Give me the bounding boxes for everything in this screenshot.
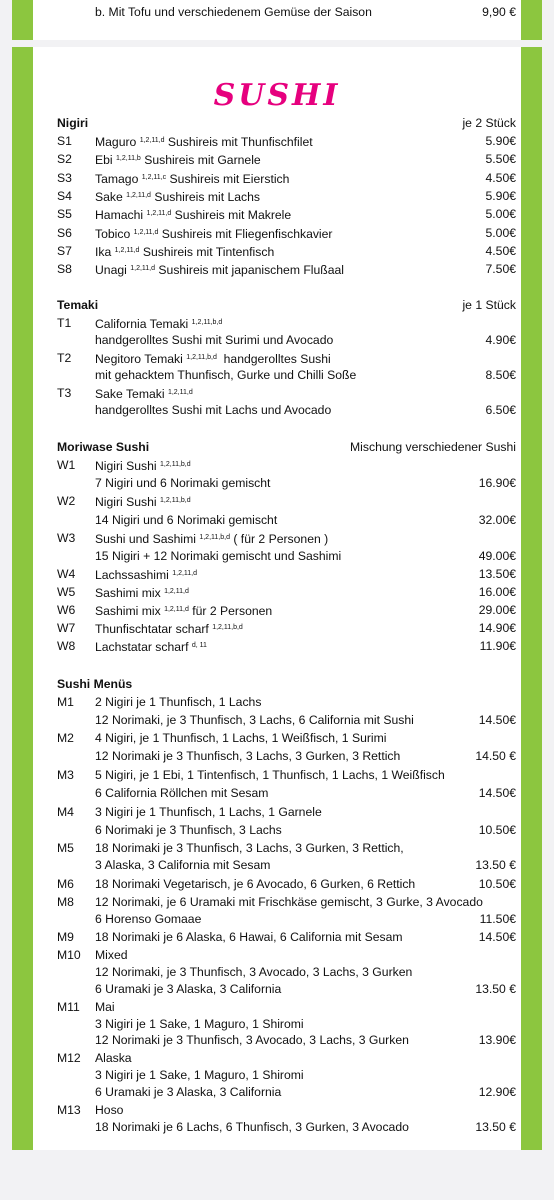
item-line: 2 Nigiri je 1 Thunfisch, 1 Lachs [95,695,262,709]
item-code: S5 [57,207,72,221]
item-price: 6.50€ [485,403,516,417]
item-price: 5.90€ [485,189,516,203]
item-price: 7.50€ [485,262,516,276]
item-name: California Temaki $^{1,2,11,b,d}$ [95,317,223,331]
item-line: 18 Norimaki je 6 Lachs, 6 Thunfisch, 3 Gurken, 3 Avocado [95,1120,409,1134]
item-line: 6 Uramaki je 3 Alaska, 3 California [95,982,282,996]
item-code: W3 [57,531,76,545]
item-description: 7 Nigiri und 6 Norimaki gemischt [95,476,271,490]
item-name: Unagi $^{1,2,11,d}$ Sushireis mit japanischem Flußaal [95,263,344,277]
item-price: 10.50€ [478,877,516,891]
item-name: Tamago $^{1,2,11,c}$ Sushireis mit Eierstich [95,172,290,186]
item-price: 12.90€ [478,1085,516,1099]
item-price: 16.00€ [478,585,516,599]
item-line: Mixed [95,948,128,962]
item-price: 13.50 € [475,858,516,872]
item-code: T2 [57,351,72,365]
item-code: M5 [57,841,74,855]
nigiri-header: Nigiri [57,116,89,130]
bottom-background [0,1150,554,1200]
item-name: Sashimi mix $^{1,2,11,d}$ für 2 Personen [95,604,273,618]
item-line: 6 California Röllchen mit Sesam [95,786,269,800]
item-line: 18 Norimaki je 6 Alaska, 6 Hawai, 6 California mit Sesam [95,930,403,944]
item-name: Nigiri Sushi $^{1,2,11,b,d}$ [95,495,191,509]
item-line: Mai [95,1000,115,1014]
temaki-note: je 1 Stück [462,298,516,312]
item-line: 3 Nigiri je 1 Thunfisch, 1 Lachs, 1 Garnele [95,805,322,819]
item-line: 12 Norimaki, je 3 Thunfisch, 3 Lachs, 6 California mit Sushi [95,713,414,727]
item-line: 18 Norimaki Vegetarisch, je 6 Avocado, 6 Gurken, 6 Rettich [95,877,416,891]
item-code: W8 [57,639,76,653]
item-price: 4.50€ [485,171,516,185]
item-line: 6 Horenso Gomaae [95,912,202,926]
item-line: 18 Norimaki je 3 Thunfisch, 3 Lachs, 3 Gurken, 3 Rettich, [95,841,404,855]
item-code: W4 [57,567,76,581]
item-description: 14 Nigiri und 6 Norimaki gemischt [95,513,278,527]
item-price: 13.90€ [478,1033,516,1047]
item-code: S1 [57,134,72,148]
menus-header: Sushi Menüs [57,677,133,691]
item-price: 14.50€ [478,786,516,800]
item-price: 11.50€ [479,912,516,926]
item-code: T1 [57,316,72,330]
item-name: Ika $^{1,2,11,d}$ Sushireis mit Tintenfisch [95,245,275,259]
item-name: Sashimi mix $^{1,2,11,d}$ [95,586,189,600]
item-code: W1 [57,458,76,472]
item-price: 14.50€ [478,713,516,727]
item-line: 3 Nigiri je 1 Sake, 1 Maguro, 1 Shiromi [95,1017,304,1031]
item-description: handgerolltes Sushi mit Lachs und Avocado [95,403,332,417]
item-price: 32.00€ [478,513,516,527]
item-code: M6 [57,877,74,891]
moriwase-note: Mischung verschiedener Sushi [350,440,516,454]
item-price: 14.90€ [478,621,516,635]
item-price: 5.90€ [485,134,516,148]
section-title: SUSHI [213,78,341,113]
item-name: Negitoro Temaki $^{1,2,11,b,d}$ handgerolltes Sushi [95,352,331,366]
item-code: S4 [57,189,72,203]
item-line: 4 Nigiri, je 1 Thunfisch, 1 Lachs, 1 Weißfisch, 1 Surimi [95,731,387,745]
item-line: 12 Norimaki, je 3 Thunfisch, 3 Avocado, 3 Lachs, 3 Gurken [95,965,413,979]
item-code: S6 [57,226,72,240]
item-price: 16.90€ [478,476,516,490]
item-price: 5.00€ [485,226,516,240]
item-line: 6 Norimaki je 3 Thunfisch, 3 Lachs [95,823,282,837]
item-name: Lachssashimi $^{1,2,11,d}$ [95,568,198,582]
item-code: W6 [57,603,76,617]
item-price: 13.50 € [475,982,516,996]
item-code: S3 [57,171,72,185]
item-name: Sake $^{1,2,11,d}$ Sushireis mit Lachs [95,190,261,204]
item-name: Ebi $^{1,2,11,b}$ Sushireis mit Garnele [95,153,261,167]
item-line: 12 Norimaki, je 6 Uramaki mit Frischkäse gemischt, 3 Gurke, 3 Avocado [95,895,483,909]
item-price: 5.50€ [485,152,516,166]
item-code: M2 [57,731,74,745]
item-price: 49.00€ [478,549,516,563]
item-code: W2 [57,494,76,508]
item-code: M3 [57,768,74,782]
item-code: S8 [57,262,72,276]
item-price: 13.50 € [475,1120,516,1134]
item-name: Tobico $^{1,2,11,d}$ Sushireis mit Fliegenfischkavier [95,227,333,241]
item-line: 5 Nigiri, je 1 Ebi, 1 Tintenfisch, 1 Thunfisch, 1 Lachs, 1 Weißfisch [95,768,445,782]
item-price: 4.50€ [485,244,516,258]
item-description: 15 Nigiri + 12 Norimaki gemischt und Sashimi [95,549,342,563]
item-name: Sake Temaki $^{1,2,11,d}$ [95,387,193,401]
item-description: mit gehacktem Thunfisch, Gurke und Chilli Soße [95,368,357,382]
item-code: S2 [57,152,72,166]
item-price: 5.00€ [485,207,516,221]
item-price: 4.90€ [485,333,516,347]
item-description: handgerolltes Sushi mit Surimi und Avocado [95,333,334,347]
item-code: M12 [57,1051,81,1065]
item-code: M11 [57,1000,80,1014]
item-price: 10.50€ [478,823,516,837]
item-code: M4 [57,805,74,819]
item-code: S7 [57,244,72,258]
item-line: Hoso [95,1103,124,1117]
previous-item-price: 9,90 € [482,5,516,19]
item-code: M10 [57,948,81,962]
item-code: M1 [57,695,74,709]
item-name: Sushi und Sashimi $^{1,2,11,b,d}$ ( für 2 Personen ) [95,532,329,546]
item-name: Hamachi $^{1,2,11,d}$ Sushireis mit Makrele [95,208,292,222]
nigiri-note: je 2 Stück [462,116,516,130]
item-price: 13.50€ [478,567,516,581]
item-code: M9 [57,930,74,944]
item-price: 11.90€ [479,639,516,653]
item-line: 6 Uramaki je 3 Alaska, 3 California [95,1085,282,1099]
item-code: T3 [57,386,72,400]
item-line: Alaska [95,1051,132,1065]
item-price: 14.50€ [478,930,516,944]
temaki-header: Temaki [57,298,99,312]
item-name: Lachstatar scharf $^{d, 11}$ [95,640,207,654]
item-line: 3 Nigiri je 1 Sake, 1 Maguro, 1 Shiromi [95,1068,304,1082]
item-price: 29.00€ [478,603,516,617]
item-line: 12 Norimaki je 3 Thunfisch, 3 Avocado, 3 Lachs, 3 Gurken [95,1033,409,1047]
item-code: M13 [57,1103,81,1117]
moriwase-header: Moriwase Sushi [57,440,150,454]
item-line: 3 Alaska, 3 California mit Sesam [95,858,271,872]
item-code: W7 [57,621,76,635]
item-code: M8 [57,895,74,909]
item-price: 14.50 € [475,749,516,763]
item-code: W5 [57,585,76,599]
item-name: Maguro $^{1,2,11,d}$ Sushireis mit Thunfischfilet [95,135,313,149]
item-name: Nigiri Sushi $^{1,2,11,b,d}$ [95,459,191,473]
previous-item-text: b. Mit Tofu und verschiedenem Gemüse der Saison [95,5,372,19]
item-name: Thunfischtatar scharf $^{1,2,11,b,d}$ [95,622,243,636]
item-price: 8.50€ [485,368,516,382]
item-line: 12 Norimaki je 3 Thunfisch, 3 Lachs, 3 Gurken, 3 Rettich [95,749,401,763]
